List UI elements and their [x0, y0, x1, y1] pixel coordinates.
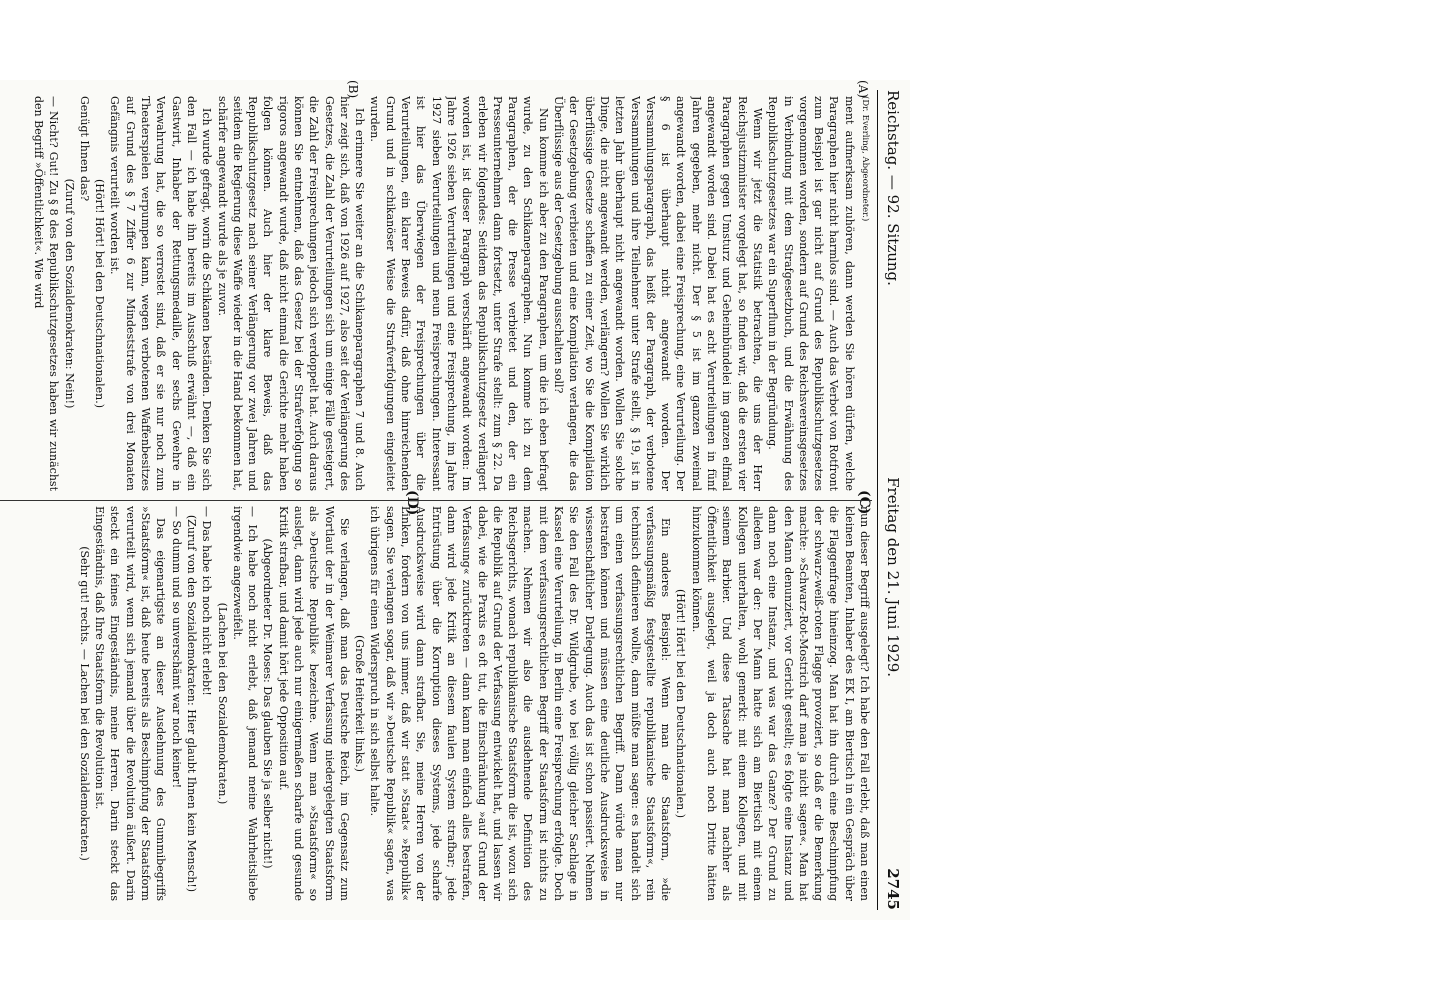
paragraph: nun dieser Begriff ausgelegt? Ich habe den Fall erlebt, daß man einen kleinen Beamten, Inhaber des EK I, am Biertisch in ein Gespräch über die Flaggenfrage hineinzog. Man hat ihn durch eine Beschimpfung der schwarz-weiß-roten Flagge provoziert, so daß er die Bemerkung machte: »Schwarz-Rot-Mostrich darf man ja nicht sagen«. Man hat den Mann denunziert, vor Gericht gestellt; es folgte eine Instanz und dann noch eine Instanz, und was war das Ganze? Der Grund zu alledem war der: Der Mann hatte sich am Biertisch mit einem Kollegen unterhalten, wohl gemerkt: mit einem Kollegen, und mit seinem Barbier. Und diese Tatsache hat man nachher als Öffentlichkeit ausgelegt, weil ja doch auch noch Dritte hätten hinzukommen können. — [689, 506, 871, 901]
interjection: (Hört! Hört! bei den Deutschnationalen.) — [93, 178, 107, 409]
margin-marker-b: (B) — [346, 80, 360, 99]
speech-line: — Nicht? Gut! Zu § 8 des Republikschutzgesetzes haben wir zunächst den Begriff »Öffentlichkeit«. Wie wird — [31, 96, 61, 491]
paragraph: Wenn wir jetzt die Statistik betrachten, die uns der Herr Reichsjustizminister vorgelegt hat, so finden wir, daß die ersten vier Paragraphen gegen Umsturz und Geheimbündelei im ganzen elfmal angewandt worden sind. Dabei hat es acht Verurteilungen in fünf Jahren gegeben, mehr nicht. Der § 5 ist im ganzen zweimal angewandt worden, dabei eine Freisprechung, eine Verurteilung. Der § 6 ist überhaupt nicht angewandt worden. Der Versammlungsparagraph, das heißt der Paragraph, der verbotene Versammlungen und ihre Teilnehmer unter Strafe stellt, § 19, ist in letzten Jahr überhaupt nicht angewandt worden. Wollen Sie solche Dinge, die nicht angewandt werden, verlängern? Wollen Sie wirklich überflüssige Gesetze schaffen zu einer Zeit, wo Sie die Kompilation der Gesetzgebung verbieten und eine Kompilation verlangen, die das Überflüssige aus der Gesetzgebung ausschalten soll? — [552, 96, 764, 491]
header-session: Reichstag. — 92. Sitzung. — [884, 90, 902, 286]
speech-line: — Das habe ich noch nicht erlebt! — [200, 506, 214, 696]
interjection: (Hört! Hört! bei den Deutschnationalen.) — [674, 588, 688, 819]
margin-marker-d: (D) — [404, 490, 420, 516]
interjection: (Abgeordneter Dr. Moses: Das glauben Sie ja selber nicht!) — [261, 538, 275, 869]
paragraph: Nun komme ich aber zu den Paragraphen, um die ich eben befragt wurde, zu den Schikaneparagraphen. Nun komme ich zu dem Paragraphen, der die Presse verbietet und den, der ein Presseunternehmen dann fortsetzt, unter Strafe stellt: zum § 22. Da erleben wir folgendes: Seitdem das Republikschutzgesetz verlängert worden ist, ist dieser Paragraph verschärft angewandt worden: Im Jahre 1926 sieben Verurteilungen und eine Freisprechung, im Jahre 1927 sieben Verurteilungen und neun Freisprechungen. Interessant ist hier das Überwiegen der Freisprechungen über die Verurteilungen, ein klarer Beweis dafür, daß ohne hinreichenden Grund und in schikanöser Weise die Strafverfolgungen eingeleitet wurden. — [368, 96, 550, 491]
running-head — [880, 90, 902, 910]
paragraph: Ich erinnere Sie weiter an die Schikaneparagraphen 7 und 8. Auch hier zeigt sich, daß von 1926 auf 1927, also seit der Verlängerung des Gesetzes, die Zahl der Verurteilungen sich um einige Fälle gesteigert, die Zahl der Freisprechungen jedoch sich verdoppelt hat. Auch daraus können Sie entnehmen, daß das Gesetz bei der Strafverfolgung so rigoros angewandt wurde, daß nicht einmal die Gerichte mehr haben folgen können. Auch hier der klare Beweis, daß das Republikschutzgesetz nach seiner Verlängerung vor zwei Jahren und seitdem die Regierung diese Waffe wieder in die Hand bekommen hat, schärfer angewandt wurde als je zuvor. — [215, 96, 367, 491]
interjection: (Lachen bei den Sozialdemokraten.) — [215, 602, 229, 805]
margin-marker-a: (A) — [856, 80, 870, 99]
interjection: (Große Heiterkeit links.) — [353, 635, 367, 772]
paragraph: ment aufmerksam zuhören, dann werden Sie hören dürfen, welche Paragraphen hier nicht harmlos sind. — Auch das Verbot von Rotfront zum Beispiel ist gar nicht auf Grund des Republikschutzgesetzes vorgenommen worden, sondern auf Grund des Reichsvereinsgesetzes in Verbindung mit dem Strafgesetzbuch, und die Erwähnung des Republikschutzgesetzes war ein Superflum in der Begründung. — [766, 96, 856, 491]
header-rule — [877, 90, 878, 910]
speaker-line: (Dr. Everling, Abgeordneter.) — [860, 96, 870, 222]
paragraph: Ich wurde gefragt, worin die Schikanen beständen. Denken Sie sich den Fall — ich habe ihn bereits im Ausschuß erwähnt —, daß ein Gastwirt, Inhaber der Rettungsmedaille, der sechs Gewehre in Verwahrung hat, die so verrostet sind, daß er sie nur noch zum Theaterspielen verpumpen kann, wegen verbotenen Waffenbesitzes auf Grund des § 7 Ziffer 6 zur Mindeststrafe von drei Monaten Gefängnis verurteilt worden ist. — [108, 96, 214, 491]
header-date: Freitag den 21. Juni 1929. — [884, 477, 902, 678]
speech-line: — Ich habe noch nicht erlebt, daß jemand meine Wahrheitsliebe irgendwie angezweifelt. — [230, 506, 260, 901]
column-divider — [0, 500, 872, 501]
interjection: (Zuruf von den Sozialdemokraten: Hier glaubt Ihnen kein Mensch!) — [184, 514, 198, 893]
right-column — [0, 506, 872, 901]
page-number: 2745 — [884, 868, 902, 910]
left-column — [0, 96, 872, 491]
speech-line: Genügt Ihnen das? — [77, 96, 91, 202]
margin-marker-c: (C) — [856, 490, 872, 515]
interjection: (Zuruf von den Sozialdemokraten: Nein!) — [62, 178, 76, 409]
paragraph: Das eigenartigste an dieser Ausdehnung des Gummibegriffs »Staatsform« ist, daß heute bereits als Beschimpfung der Staatsform verurteilt wird, wenn sich jemand über die Revolution äußert. Darin steckt ein feines Eingeständnis, meine Herren. Darin steckt das Eingeständnis, daß Ihre Staatsform die Revolution ist. — [93, 506, 168, 901]
interjection: (Sehr gut! rechts. — Lachen bei den Sozialdemokraten.) — [77, 546, 91, 861]
speech-line: — So dumm und so unverschämt war noch keiner! — [169, 506, 183, 789]
paragraph: Ein anderes Beispiel: Wenn man die Staatsform, »die verfassungsmäßig festgestellte republikanische Staatsform«, rein technisch definieren wollte, dann müßte man sagen: es handelt sich um einen verfassungsrechtlichen Begriff. Dann würde man nur bestrafen können und müssen eine deutliche Ausdrucksweise in wissenschaftlicher Darlegung. Auch das ist schon passiert. Nehmen Sie den Fall des Dr. Wildgrube, wo bei völlig gleicher Sachlage in Kassel eine Verurteilung, in Berlin eine Freisprechung erfolgte. Doch mit dem verfassungsrechtlichen Begriff der Staatsform ist nichts zu machen. Nehmen wir also die ausdehnende Definition des Reichsgerichts, wonach republikanische Staatsform die ist, wozu sich die Republik auf Grund der Verfassung entwickelt hat, und lassen wir dabei, wie die Praxis es oft tut, die Einschränkung »auf Grund der Verfassung« zurücktreten — dann kann man einfach alles bestrafen, dann wird jede Kritik an diesem faulen System strafbar; jede Entrüstung über die Korruption dieses Systems, jede scharfe Ausdrucksweise wird dann strafbar. Sie, meine Herren von der Linken, fordern von uns immer, daß wir statt »Staat« »Republik« sagen. Sie verlangen sogar, daß wir »Deutsche Republik« sagen, was ich übrigens für einen Widerspruch in sich selbst halte. — [368, 506, 673, 901]
paragraph: Sie verlangen, daß man das Deutsche Reich, im Gegensatz zum Wortlaut der in der Weimarer Verfassung niedergelegten Staatsform als »Deutsche Republik« bezeichne. Wenn man »Staatsform« so auslegt, dann wird jede auch nur einigermaßen scharfe und gesunde Kritik strafbar, und damit hört jede Opposition auf. — [276, 506, 351, 901]
